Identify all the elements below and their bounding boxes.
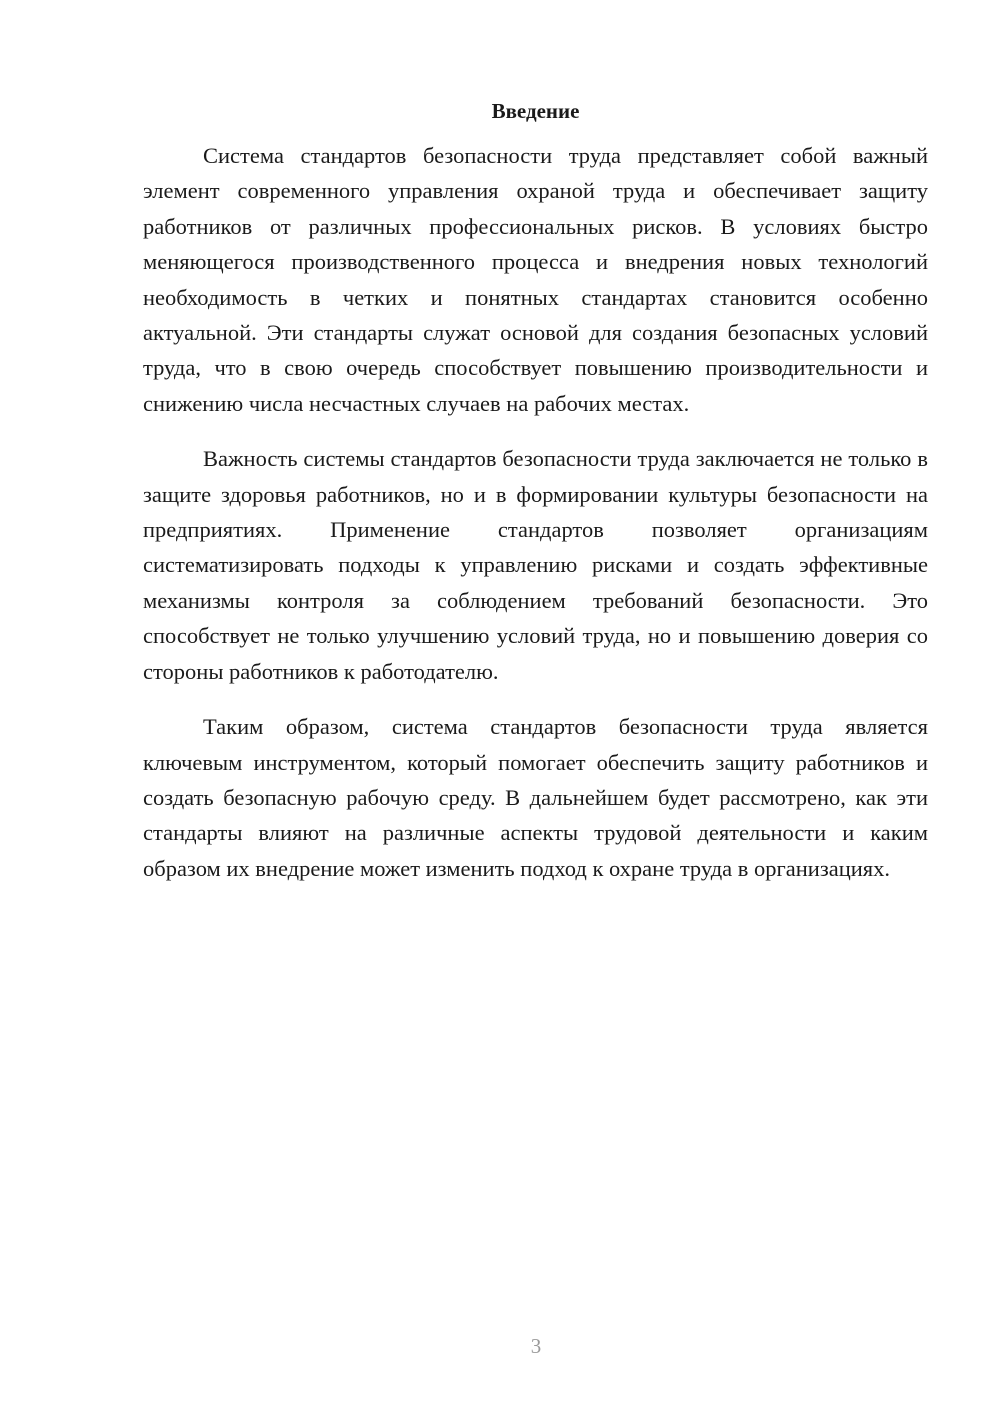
page-content <box>143 96 928 906</box>
section-title: Введение <box>491 99 580 123</box>
paragraph-1: Система стандартов безопасности труда представляет собой важный элемент современного управления охраной труда и обеспечивает защиту работников от различных профессиональных рисков. В условиях быстро меняющегося производственного процесса и внедрения новых технологий необходимость в четких и понятных стандартах становится особенно актуальной. Эти стандарты служат основой для создания безопасных условий труда, что в свою очередь способствует повышению производительности и снижению числа несчастных случаев на рабочих местах. <box>143 143 928 416</box>
paragraph-3: Таким образом, система стандартов безопасности труда является ключевым инструментом, который помогает обеспечить защиту работников и создать безопасную рабочую среду. В дальнейшем будет рассмотрено, как эти стандарты влияют на различные аспекты трудовой деятельности и каким образом их внедрение может изменить подход к охране труда в организациях. <box>143 714 928 881</box>
paragraph-2: Важность системы стандартов безопасности труда заключается не только в защите здоровья работников, но и в формировании культуры безопасности на предприятиях. Применение стандартов позволяет организациям систематизировать подходы к управлению рисками и создать эффективные механизмы контроля за соблюдением требований безопасности. Это способствует не только улучшению условий труда, но и повышению доверия со стороны работников к работодателю. <box>143 446 928 684</box>
page-number: 3 <box>530 1334 542 1358</box>
